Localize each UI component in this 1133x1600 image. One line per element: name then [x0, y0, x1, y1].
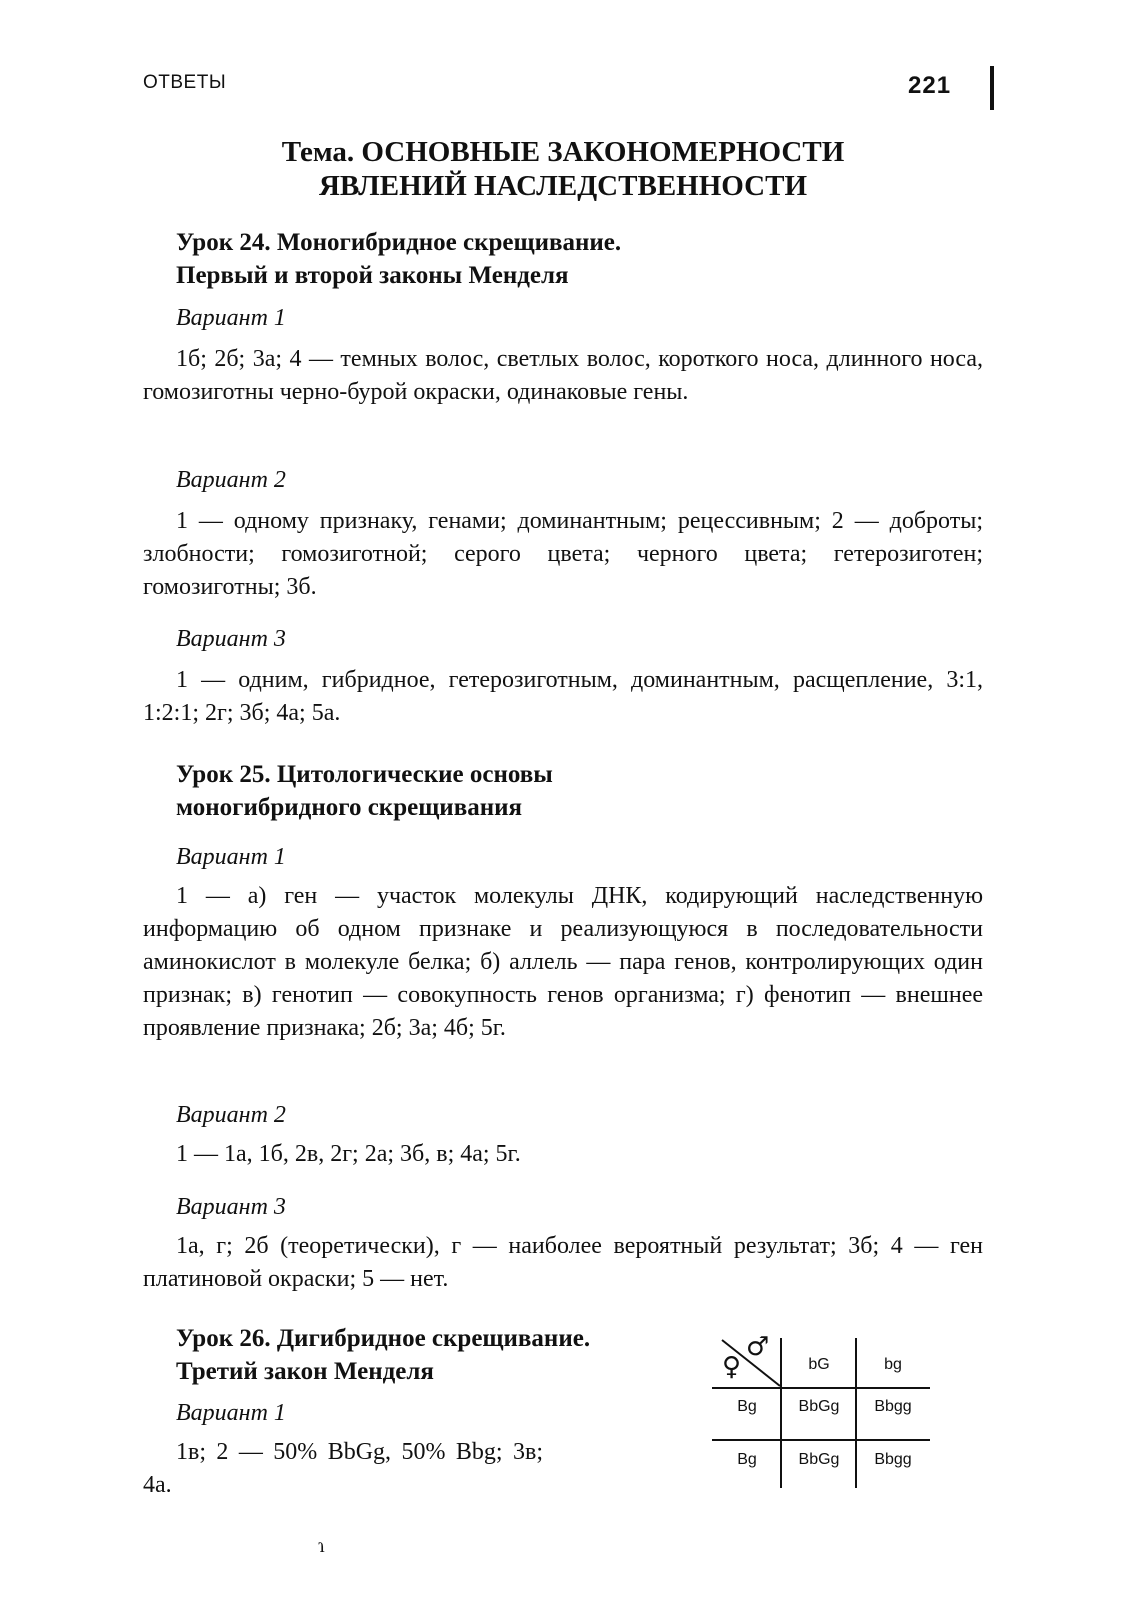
lesson-25-variant-3-label: Вариант 3: [176, 1194, 286, 1220]
punnett-square: [712, 1332, 932, 1488]
lesson-25-title-line2: моногибридного скрещивания: [176, 794, 523, 821]
lesson-24-variant-1-text: 1б; 2б; 3а; 4 — темных волос, светлых волос, короткого носа, длинного носа, гомозиготны черно-бурой окраски, одинаковые гены.: [143, 346, 983, 405]
punnett-cell-r1c2: Bbgg: [874, 1398, 912, 1415]
lesson-24-title: [176, 226, 736, 292]
lesson-24-title-line2: Первый и второй законы Менделя: [176, 262, 569, 289]
lesson-26-variant-1-label: Вариант 1: [176, 1400, 286, 1426]
punnett-col-header-1: bG: [808, 1356, 830, 1373]
lesson-24-variant-2-label: Вариант 2: [176, 467, 286, 493]
lesson-25-variant-2-text: 1 — 1а, 1б, 2в, 2г; 2а; 3б, в; 4а; 5г.: [176, 1141, 521, 1167]
punnett-cell-r2c2: Bbgg: [874, 1451, 912, 1468]
topic-title-line2: ЯВЛЕНИЙ НАСЛЕДСТВЕННОСТИ: [318, 170, 808, 202]
lesson-25-variant-2-label: Вариант 2: [176, 1102, 286, 1128]
lesson-24-variant-1-label: Вариант 1: [176, 305, 286, 331]
lesson-25-title-line1: Урок 25. Цитологические основы: [176, 761, 553, 788]
topic-title-line1: Тема. ОСНОВНЫЕ ЗАКОНОМЕРНОСТИ: [281, 136, 845, 168]
lesson-26-title: [176, 1322, 736, 1388]
punnett-col-header-2: bg: [884, 1356, 902, 1373]
lesson-24-variant-2-text: 1 — одному признаку, генами; доминантным; рецессивным; 2 — доброты; злобности; гомозиготной; серого цвета; черного цвета; гетерозиготен; гомозиготны; 3б.: [143, 508, 983, 600]
lesson-25-variant-1-label: Вариант 1: [176, 844, 286, 870]
punnett-hline-1: [712, 1387, 930, 1389]
punnett-row-header-1: Bg: [737, 1398, 757, 1415]
page-rule-divider: [990, 66, 994, 110]
page-number: 221: [908, 72, 952, 99]
lesson-26-title-line1: Урок 26. Дигибридное скрещивание.: [176, 1325, 591, 1352]
lesson-24-variant-3-text: 1 — одним, гибридное, гетерозиготным, доминантным, расщепление, 3:1, 1:2:1; 2г; 3б; 4а; 5а.: [143, 667, 983, 726]
stray-mark: ɿ: [318, 1535, 325, 1557]
lesson-24-variant-3-label: Вариант 3: [176, 626, 286, 652]
punnett-vline-2: [855, 1338, 857, 1488]
lesson-26-title-line2: Третий закон Менделя: [176, 1358, 434, 1385]
topic-title: [143, 135, 983, 203]
lesson-24-title-line1: Урок 24. Моногибридное скрещивание.: [176, 229, 622, 256]
running-head: ОТВЕТЫ: [143, 72, 227, 93]
punnett-cell-r2c1: BbGg: [798, 1451, 840, 1468]
lesson-25-variant-3-text: 1а, г; 2б (теоретически), г — наиболее вероятный результат; 3б; 4 — ген платиновой окраски; 5 — нет.: [143, 1233, 983, 1292]
lesson-25-variant-1-text: 1 — а) ген — участок молекулы ДНК, кодирующий наследственную информацию об одном признаке и реализующуюся в последовательности аминокислот в молекуле белка; б) аллель — пара генов, контролирующих один признак; в) генотип — совокупность генов организма; г) фенотип — внешнее проявление признака; 2б; 3а; 4б; 5г.: [143, 883, 983, 1041]
lesson-26-variant-1-text: 1в; 2 — 50% BbGg, 50% Bbg; 3в; 4а.: [143, 1439, 543, 1498]
female-symbol-icon: ♀: [722, 1352, 742, 1382]
lesson-25-title: [176, 758, 736, 824]
punnett-row-header-2: Bg: [737, 1451, 757, 1468]
male-symbol-icon: ♂: [746, 1332, 770, 1362]
punnett-hline-2: [712, 1439, 930, 1441]
punnett-cell-r1c1: BbGg: [798, 1398, 840, 1415]
